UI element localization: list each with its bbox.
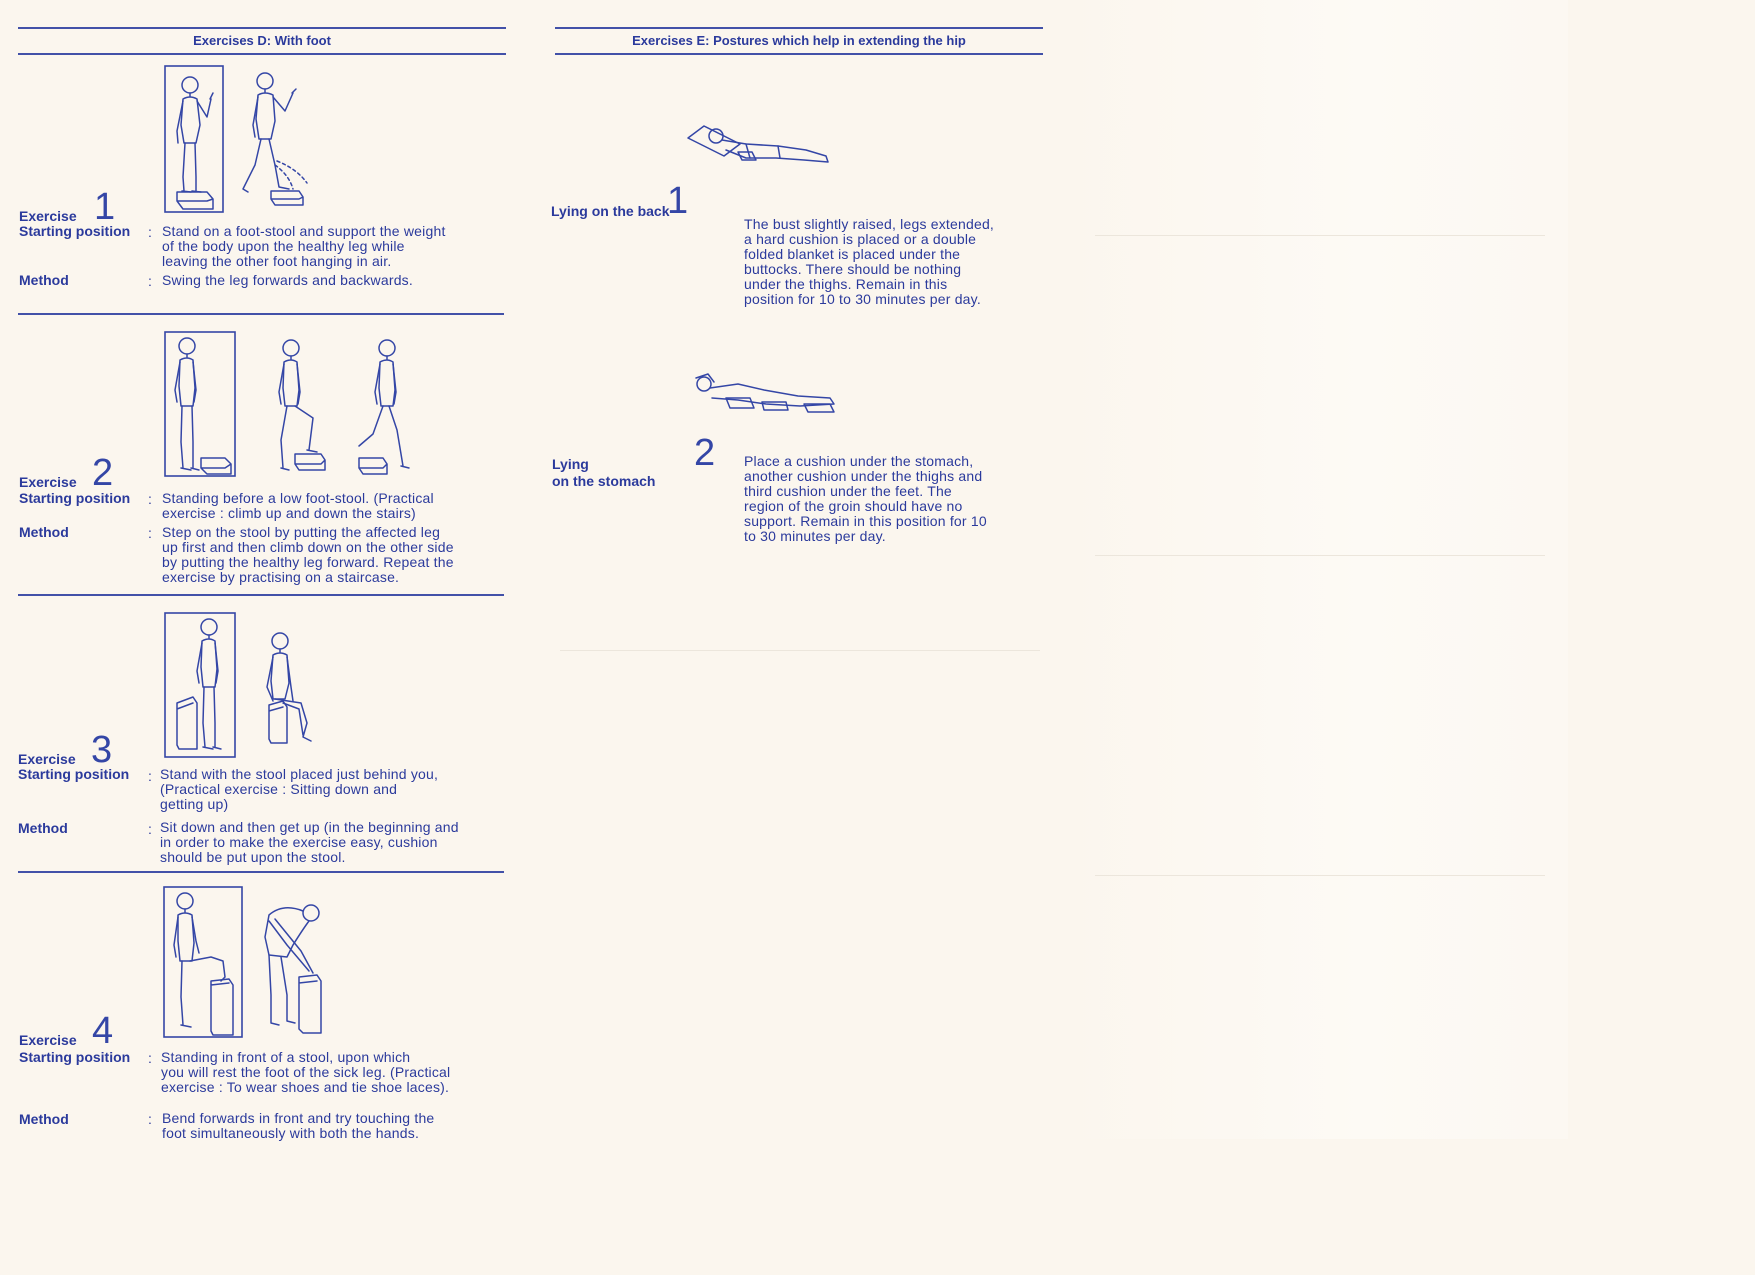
- exercise-2-method-text: Step on the stool by putting the affected leg up first and then climb down on the other side by putting the healthy leg forward. Repeat the exercise by practising on a staircase.: [162, 524, 454, 585]
- exercise-1-starting-text: Stand on a foot-stool and support the weight of the body upon the healthy leg while leaving the other foot hanging in air.: [162, 223, 446, 269]
- exercise-3-starting-text: Stand with the stool placed just behind you, (Practical exercise : Sitting down and getting up): [160, 766, 439, 812]
- posture-2-label-line2: on the stomach: [552, 473, 656, 489]
- exercise-2-label: Exercise: [19, 474, 77, 490]
- posture-2-illustration: [690, 368, 840, 418]
- exercise-3-label: Exercise: [18, 751, 76, 767]
- exercise-3-number: 3: [91, 729, 113, 771]
- exercise-3-starting-label: Starting position: [18, 766, 130, 782]
- exercise-2-starting-text: Standing before a low foot-stool. (Practical exercise : climb up and down the stairs): [162, 490, 434, 521]
- bleed-line: [560, 650, 1040, 651]
- exercise-2-illustration: [163, 330, 413, 480]
- exercise-4-method-text: Bend forwards in front and try touching the foot simultaneously with both the hands.: [162, 1110, 435, 1141]
- exercise-3-illustration: [163, 611, 323, 759]
- exercise-2-method-label: Method: [19, 524, 69, 540]
- posture-2-text: Place a cushion under the stomach, another cushion under the thighs and third cushion under the feet. The region of the groin should have no support. Remain in this position for 10 to 30 minutes per day.: [744, 453, 987, 544]
- exercise-4-method-label: Method: [19, 1111, 69, 1127]
- colon: :: [148, 821, 152, 837]
- exercise-1-number: 1: [94, 186, 116, 228]
- divider: [18, 871, 504, 873]
- posture-2-label-line1: Lying: [552, 456, 589, 472]
- section-d-title-rule: [18, 53, 506, 55]
- section-d-title: Exercises D: With foot: [193, 33, 331, 48]
- posture-1-label: Lying on the back: [551, 203, 670, 219]
- posture-2-number: 2: [694, 432, 716, 474]
- bleed-line: [1095, 875, 1545, 876]
- exercise-4-starting-label: Starting position: [19, 1049, 131, 1065]
- exercise-4-label: Exercise: [19, 1032, 77, 1048]
- exercise-1-label: Exercise: [19, 208, 77, 224]
- divider: [18, 594, 504, 596]
- posture-1-number: 1: [667, 180, 689, 222]
- posture-1-illustration: [686, 122, 834, 170]
- exercise-3-method-label: Method: [18, 820, 68, 836]
- colon: :: [148, 1111, 152, 1127]
- divider: [18, 313, 504, 315]
- exercise-4-number: 4: [92, 1010, 114, 1052]
- colon: :: [148, 491, 152, 507]
- colon: :: [148, 273, 152, 289]
- section-e-title-rule: [555, 53, 1043, 55]
- exercise-1-method-label: Method: [19, 272, 69, 288]
- adjacent-page-bleed: [1060, 0, 1568, 1139]
- exercise-1-method-text: Swing the leg forwards and backwards.: [162, 272, 413, 288]
- bleed-line: [1095, 555, 1545, 556]
- exercise-4-illustration: [163, 885, 343, 1040]
- posture-1-text: The bust slightly raised, legs extended, a hard cushion is placed or a double folded blanket is placed under the buttocks. There should be nothing under the thighs. Remain in this position for 10 to 30 minutes per day.: [744, 216, 995, 307]
- colon: :: [148, 1050, 152, 1066]
- bleed-line: [1095, 235, 1545, 236]
- section-d-top-rule: [18, 27, 506, 29]
- exercise-2-starting-label: Starting position: [19, 490, 131, 506]
- colon: :: [148, 768, 152, 784]
- section-e-title: Exercises E: Postures which help in extending the hip: [632, 33, 966, 48]
- section-e-top-rule: [555, 27, 1043, 29]
- colon: :: [148, 224, 152, 240]
- exercise-3-method-text: Sit down and then get up (in the beginning and in order to make the exercise easy, cushion should be put upon the stool.: [160, 819, 459, 865]
- exercise-1-starting-label: Starting position: [19, 223, 131, 239]
- exercise-2-number: 2: [92, 452, 114, 494]
- colon: :: [148, 525, 152, 541]
- exercise-1-illustration: [163, 65, 323, 215]
- exercise-4-starting-text: Standing in front of a stool, upon which you will rest the foot of the sick leg. (Practical exercise : To wear shoes and tie shoe laces).: [161, 1049, 451, 1095]
